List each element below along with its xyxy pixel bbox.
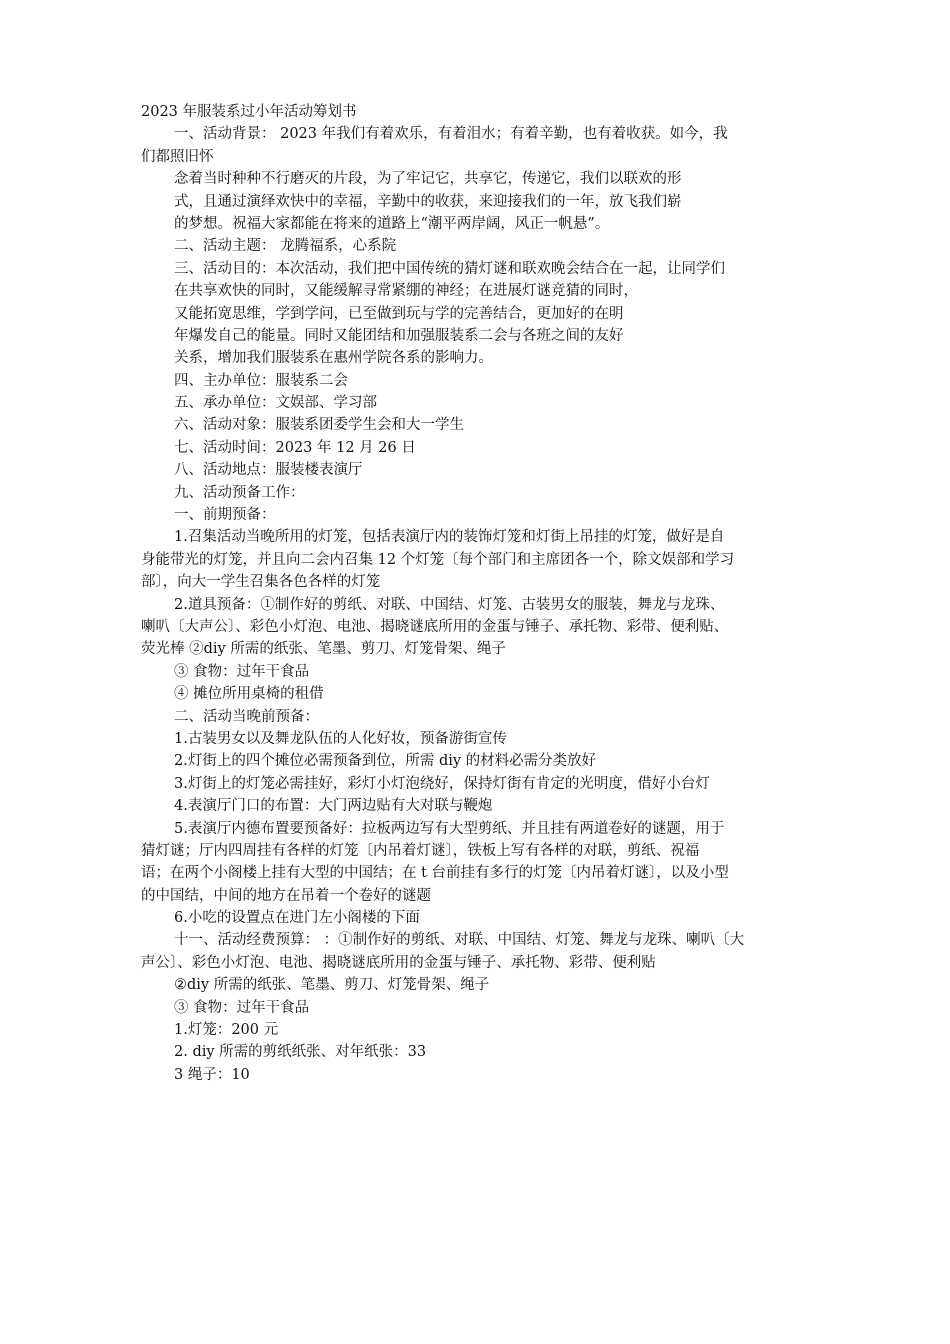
audience-line: 六、活动对象：服装系团委学生会和大一学生: [174, 417, 464, 434]
background-line-3: 念着当时种种不行磨灭的片段，为了牢记它，共享它，传递它，我们以联欢的形: [174, 171, 682, 188]
theme-line: 二、活动主题： 龙腾福系，心系院: [174, 238, 397, 255]
props-line-3: 荧光棒 ②diy 所需的纸张、笔墨、剪刀、灯笼骨架、绳子: [141, 641, 506, 658]
budget-line-3: ②diy 所需的纸张、笔墨、剪刀、灯笼骨架、绳子: [174, 977, 490, 994]
hall-layout-line-2: 猜灯谜；厅内四周挂有各样的灯笼〔内吊着灯谜〕，铁板上写有各样的对联，剪纸、祝福: [141, 842, 700, 859]
snack-line: 6.小吃的设置点在进门左小阁楼的下面: [174, 910, 420, 927]
early-prep-heading: 一、前期预备：: [174, 507, 276, 524]
hall-layout-line-1: 5.表演厅内德布置要预备好：拉板两边写有大型剪纸、并且挂有两道卷好的谜题，用于: [174, 820, 725, 837]
budget-paper: 2. diy 所需的剪纸纸张、对年纸张：33: [174, 1044, 427, 1061]
budget-rope: 3 绳子：10: [174, 1066, 250, 1083]
props-line-1: 2.道具预备：①制作好的剪纸、对联、中国结、灯笼、古装男女的服装，舞龙与龙珠、: [174, 596, 725, 613]
lantern-line-2: 身能带光的灯笼，并且向二会内召集 12 个灯笼〔每个部门和主席团各一个，除文娱部和学习: [141, 551, 735, 568]
night-prep-heading: 二、活动当晚前预备：: [174, 708, 319, 725]
document-body: [141, 101, 809, 1086]
food-line: ③ 食物：过年干食品: [174, 663, 310, 680]
background-line-5: 的梦想。祝福大家都能在将来的道路上“潮平两岸阔，风正一帆悬”。: [174, 215, 610, 232]
hall-layout-line-3: 语；在两个小阁楼上挂有大型的中国结；在 t 台前挂有多行的灯笼〔内吊着灯谜〕，以及小型: [141, 865, 729, 882]
night-prep-4: 4.表演厅门口的布置：大门两边贴有大对联与鞭炮: [174, 798, 493, 815]
organizer-line: 五、承办单位：文娱部、学习部: [174, 395, 377, 412]
background-line-1: 一、活动背景： 2023 年我们有着欢乐，有着泪水；有着辛勤，也有着收获。如今，我: [174, 126, 728, 143]
purpose-line-1: 三、活动目的：本次活动，我们把中国传统的猜灯谜和联欢晚会结合在一起，让同学们: [174, 260, 725, 277]
purpose-line-2: 在共享欢快的同时，又能缓解寻常紧绷的神经；在进展灯谜竞猜的同时，: [174, 283, 638, 300]
background-line-2: 们都照旧怀: [141, 148, 214, 165]
purpose-line-3: 又能拓宽思维，学到学问，已至做到玩与学的完善结合，更加好的在明: [174, 305, 624, 322]
budget-line-4: ③ 食物：过年干食品: [174, 999, 310, 1016]
lantern-line-1: 1.召集活动当晚所用的灯笼，包括表演厅内的装饰灯笼和灯街上吊挂的灯笼，做好是自: [174, 529, 725, 546]
night-prep-1: 1.古装男女以及舞龙队伍的人化好妆，预备游街宣传: [174, 730, 507, 747]
booth-line: ④ 摊位所用桌椅的租借: [174, 686, 324, 703]
document-title: 2023 年服装系过小年活动筹划书: [141, 104, 357, 120]
props-line-2: 喇叭〔大声公〕、彩色小灯泡、电池、揭晓谜底所用的金蛋与锤子、承托物、彩带、便利贴、: [141, 618, 729, 635]
purpose-line-4: 年爆发自己的能量。同时又能团结和加强服装系二会与各班之间的友好: [174, 327, 624, 344]
time-line: 七、活动时间：2023 年 12 月 26 日: [174, 439, 416, 456]
lantern-line-3: 部〕，向大一学生召集各色各样的灯笼: [141, 574, 381, 591]
purpose-line-5: 关系，增加我们服装系在惠州学院各系的影响力。: [174, 350, 493, 367]
hall-layout-line-4: 的中国结，中间的地方在吊着一个卷好的谜题: [141, 887, 431, 904]
budget-line-2: 声公〕、彩色小灯泡、电池、揭晓谜底所用的金蛋与锤子、承托物、彩带、便利贴: [141, 954, 656, 971]
host-line: 四、主办单位：服装系二会: [174, 372, 348, 389]
background-line-4: 式，且通过演绎欢快中的幸福，辛勤中的收获，来迎接我们的一年，放飞我们崭: [174, 193, 682, 210]
night-prep-2: 2.灯街上的四个摊位必需预备到位，所需 diy 的材料必需分类放好: [174, 753, 597, 770]
prep-heading: 九、活动预备工作：: [174, 484, 305, 501]
location-line: 八、活动地点：服装楼表演厅: [174, 462, 363, 479]
night-prep-3: 3.灯街上的灯笼必需挂好，彩灯小灯泡绕好，保持灯街有肯定的光明度，借好小台灯: [174, 775, 710, 792]
budget-lantern: 1.灯笼：200 元: [174, 1022, 279, 1039]
budget-line-1: 十一、活动经费预算： ：①制作好的剪纸、对联、中国结、灯笼、舞龙与龙珠、喇叭〔大: [174, 932, 745, 949]
